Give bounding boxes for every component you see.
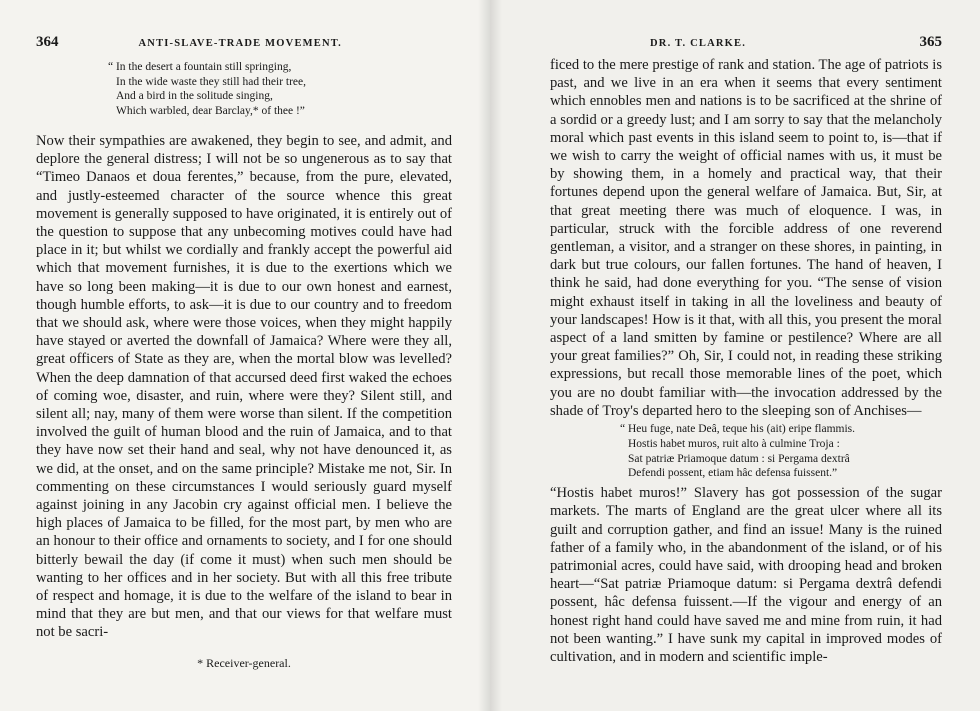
latin-line: “ Heu fuge, nate Deâ, teque his (ait) eripe flammis. [620,423,856,436]
verse-line: In the wide waste they still had their tree, [116,75,307,88]
latin-line: Defendi possent, etiam hâc defensa fuissent.” [628,467,838,480]
left-page-header [36,34,452,52]
left-page-number: 364 [36,34,59,50]
verse-line: Which warbled, dear Barclay,* of thee !” [116,104,305,117]
book-gutter [478,0,502,711]
latin-line: Sat patriæ Priamoque datum : si Pergama dextrâ [628,452,850,465]
right-running-head: DR. T. CLARKE. [650,38,747,49]
verse-line: “ In the desert a fountain still springing, [108,61,292,73]
left-running-head: ANTI-SLAVE-TRADE MOVEMENT. [138,38,342,49]
body-paragraph: ficed to the mere prestige of rank and station. The age of patriots is past, and we live in an era when it seems that every sentiment which ennobles men and nations is to be sacrificed at the shrine of a sordid or a greedy lust; and I am sorry to say that the melancholy moral which past events in this island seem to point to, is—that if we wish to carry the weight of official names with us, it must be by showing them, in a homely and practical way, that their fortunes depend upon the general welfare of Jamaica. But, Sir, at that great meeting there was much of eloquence. I was, in particular, struck with the forcible address of one reverend gentleman, a visitor, and a stranger on these shores, in painting, in dark but true colours, our fallen fortunes. The hand of heaven, I think he said, had done everything for you. “The sense of vision might exhaust itself in taking in all the loveliness and beauty of your landscapes! How is it that, with all this, you present the moral aspect of a land smitten by famine or pestilence? Where are all your great families?” Oh, Sir, I could not, in reading these striking expressions, but recall those memorable lines of the poet, which you are no doubt familiar with—the invocation addressed by the shade of Troy's departed hero to the sleeping son of Anchises— [550,57,942,419]
right-page-header [550,34,942,52]
right-page [490,0,980,711]
body-paragraph: “Hostis habet muros!” Slavery has got possession of the sugar markets. The marts of England are the great ulcer where all its guilt and corruption gather, and find an issue! Many is the ruined father of a family who, in the abandonment of the island, or of his patrimonial acres, could have said, with drooping head and broken heart—“Sat patriæ Priamoque datum: si Pergama dextrâ defendi possent, hâc defensa fuissent.—If the vigour and energy of an honest right hand could have saved me and mine from ruin, it had not been wanting.” I have sunk my capital in improved modes of cultivation, and in modern and scientific imple- [550,485,942,666]
left-body-text [36,132,452,642]
right-page-number: 365 [919,34,942,50]
verse-line: And a bird in the solitude singing, [116,90,273,102]
body-paragraph: Now their sympathies are awakened, they begin to see, and admit, and deplore the general distress; I will not be so ungenerous as to say that “Timeo Danaos et doua ferentes,” because, from the pure, elevated, and justly-esteemed character of the source whence this great movement is generally supposed to have originated, it is entirely out of the question to suppose that any unbecoming motives could have had place in it; but whilst we cordially and frankly accept the powerful aid which that movement furnishes, it is due to the exertions which we have so long been making—it is due to our own honest and earnest, though humble efforts, to ask—it is due to our country and to freedom that we should ask, where were those voices, when they might happily have stayed or averted the downfall of Jamaica? Where were they all, great officers of State as they are, when the mortal blow was levelled? When the deep damnation of that accursed deed first waked the echoes of coming woe, disaster, and ruin, where were they? Silent still, and silent all; nay, many of them were worse than silent. If the competition involved the guilt of human blood and the ruin of Jamaica, and to that they have now set their hand and seal, why not have denounced it, as we did, at the onset, and on the same principle? Mistake me not, Sir. In commenting on these circumstances I would seriously guard myself against joining in any Jacobin cry against official men. I believe the high places of Jamaica to be filled, for the most part, by men who are an honour to their office and ornaments to society, and I for one should bitterly bewail the day (if come it must) when such men should be wanting to her offices and in her society. But with all this free tribute of respect and homage, it is due to the welfare of the island to bear in mind that they are but men, and that our views for that welfare must not be sacri- [36,133,452,641]
latin-line: Hostis habet muros, ruit alto à culmine Troja : [628,437,840,450]
footnote: * Receiver-general. [197,655,291,670]
epigraph-verse [108,60,452,118]
right-body-text [550,56,942,666]
latin-quotation [620,422,942,481]
